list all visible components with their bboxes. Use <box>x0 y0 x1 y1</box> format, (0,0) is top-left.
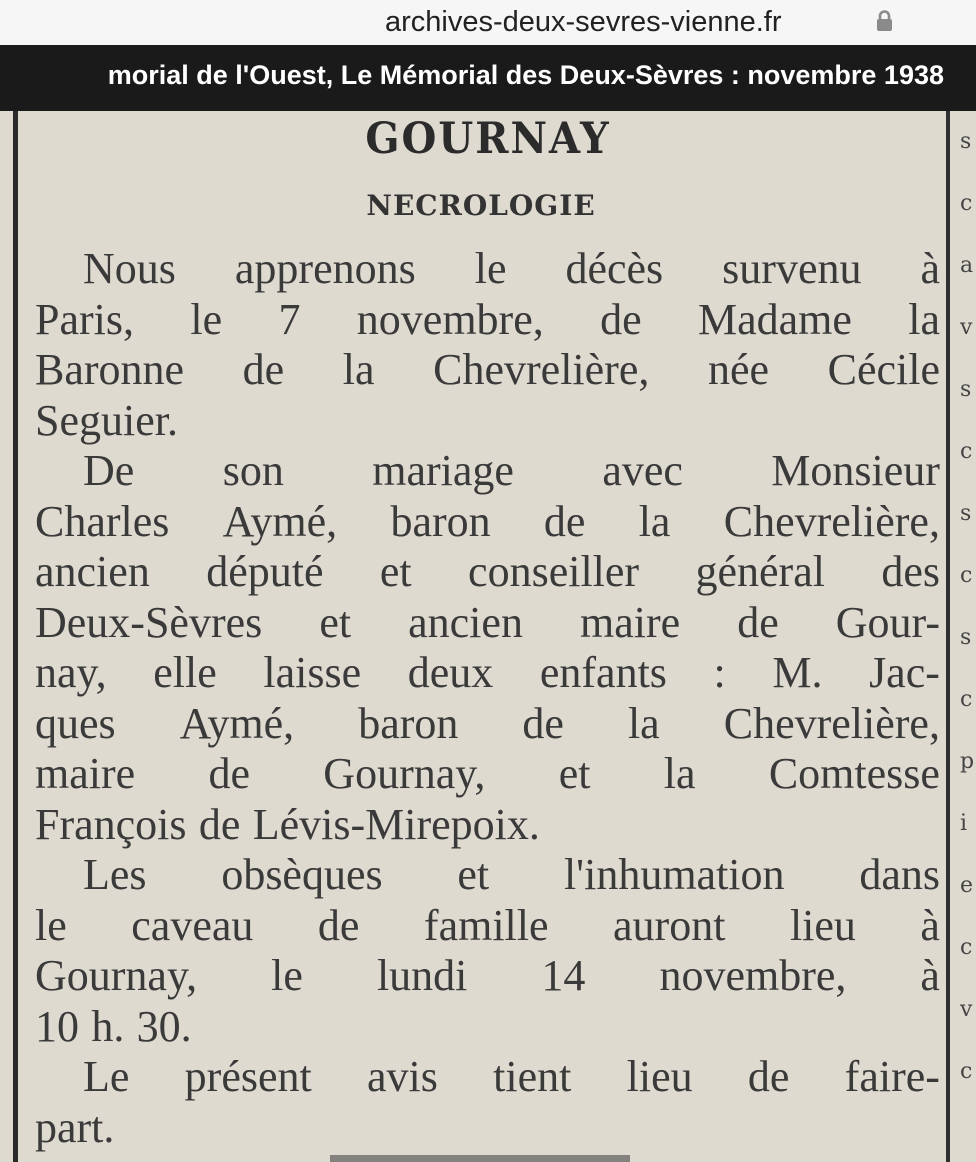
article-word: Gournay, <box>35 951 198 1000</box>
article-word: lieu <box>626 1052 693 1101</box>
article-word: la <box>663 749 696 798</box>
article-line <box>35 1103 940 1154</box>
adjacent-column-fragment: c <box>960 687 973 712</box>
article-line <box>35 850 940 901</box>
article-word: de <box>317 900 360 950</box>
article-word: conseiller <box>468 547 640 596</box>
article-line <box>35 749 940 800</box>
article-word: Gournay, <box>323 749 486 798</box>
article-line <box>35 699 940 750</box>
article-word: h. <box>91 1001 125 1051</box>
article-word: la <box>627 698 660 748</box>
article-word: Le <box>83 1052 130 1101</box>
article-word: novembre, <box>356 294 544 344</box>
article-word: de <box>208 749 250 798</box>
article-line <box>35 598 940 649</box>
adjacent-column-fragment: e <box>960 873 974 898</box>
article-word: Madame <box>697 294 852 344</box>
article-word: député <box>206 547 324 596</box>
adjacent-column-fragment: c <box>960 563 973 588</box>
article-word: : <box>713 648 726 697</box>
article-word: de <box>522 698 564 748</box>
article-word: mariage <box>372 446 514 495</box>
article-body <box>35 244 940 1153</box>
article-word: son <box>222 446 284 495</box>
article-word: Chevrelière, <box>433 345 650 394</box>
browser-address-bar[interactable] <box>0 0 976 45</box>
article-word: elle <box>153 648 217 697</box>
article-word: baron <box>390 496 491 546</box>
article-word: nay, <box>35 648 107 697</box>
article-word: ancien <box>35 547 150 596</box>
article-line <box>35 295 940 346</box>
column-rule-right <box>946 111 950 1162</box>
article-word: tient <box>493 1052 572 1101</box>
adjacent-column-fragment: v <box>960 997 973 1022</box>
article-word: Baronne <box>35 345 185 394</box>
article-word: le <box>474 244 507 293</box>
article-word: Chevrelière, <box>723 496 940 546</box>
document-title-bar <box>0 45 976 111</box>
article-line <box>35 901 940 952</box>
article-word: Aymé, <box>222 496 338 546</box>
adjacent-column-fragment: c <box>960 191 973 216</box>
adjacent-column-fragment: c <box>960 439 973 464</box>
article-word: enfants <box>539 648 667 697</box>
next-headline-fragment <box>330 1155 630 1162</box>
article-word: et <box>457 850 490 899</box>
article-word: la <box>342 345 375 394</box>
adjacent-column-fragment: s <box>960 501 972 526</box>
article-word: De <box>83 446 135 495</box>
article-word: Gour- <box>835 597 940 647</box>
article-line <box>35 951 940 1002</box>
article-word: apprenons <box>234 244 416 293</box>
article-headline: GOURNAY <box>365 113 611 164</box>
adjacent-column-fragment: p <box>960 749 975 774</box>
article-word: de <box>543 496 586 546</box>
article-word: 10 <box>35 1001 79 1051</box>
column-rule-left <box>13 111 18 1162</box>
article-word: novembre, <box>659 951 847 1000</box>
article-word: dans <box>859 850 940 899</box>
article-word: la <box>908 294 940 344</box>
article-word: Monsieur <box>771 446 940 495</box>
article-line <box>35 547 940 598</box>
article-word: maire <box>35 749 136 798</box>
article-word: obsèques <box>221 850 383 899</box>
newspaper-scan <box>0 111 976 1162</box>
article-word: auront <box>613 900 726 950</box>
article-word: 30. <box>136 1001 192 1051</box>
article-word: des <box>881 547 940 596</box>
article-word: et <box>379 547 412 596</box>
article-word: part. <box>35 1102 115 1152</box>
article-word: présent <box>184 1052 312 1101</box>
article-word: et <box>558 749 591 798</box>
article-word: avis <box>367 1052 438 1101</box>
article-word: de <box>600 294 642 344</box>
article-line <box>35 244 940 295</box>
article-line <box>35 1002 940 1053</box>
article-word: avec <box>602 446 683 495</box>
article-word: Deux-Sèvres <box>35 597 263 647</box>
article-line <box>35 345 940 396</box>
adjacent-column-fragment: i <box>960 811 968 836</box>
article-word: laisse <box>263 648 362 697</box>
article-word: faire- <box>844 1052 940 1101</box>
article-word: ancien <box>408 597 523 647</box>
article-word: le <box>35 900 67 950</box>
adjacent-column-fragment: v <box>960 315 973 340</box>
article-word: décès <box>565 244 664 293</box>
article-word: caveau <box>131 900 254 950</box>
adjacent-column-fragment: s <box>960 129 972 154</box>
article-word: à <box>920 900 940 950</box>
article-word: général <box>695 547 825 596</box>
article-word: Paris, <box>35 294 134 344</box>
url-text[interactable]: archives-deux-sevres-vienne.fr <box>385 6 782 38</box>
article-line <box>35 648 940 699</box>
article-word: François <box>35 799 187 849</box>
adjacent-column-fragment: c <box>960 1059 973 1084</box>
article-word: de <box>737 597 779 647</box>
article-word: le <box>271 951 303 1000</box>
article-word: 14 <box>541 951 586 1000</box>
article-word: à <box>920 244 940 293</box>
article-word: et <box>319 597 352 647</box>
article-word: lundi <box>376 951 468 1000</box>
article-word: Comtesse <box>768 749 940 798</box>
article-word: de <box>242 345 285 394</box>
article-word: survenu <box>722 244 862 293</box>
article-word: M. <box>772 648 823 697</box>
article-word: 7 <box>278 294 301 344</box>
article-word: Chevrelière, <box>723 698 940 748</box>
article-word: Seguier. <box>35 395 178 445</box>
article-word: de <box>747 1052 790 1101</box>
article-word: le <box>190 294 223 344</box>
article-word: Jac- <box>869 648 940 697</box>
article-word: née <box>707 345 770 394</box>
adjacent-column-fragment: s <box>960 377 972 402</box>
article-word: Nous <box>83 244 176 293</box>
article-word: famille <box>423 900 549 950</box>
article-line <box>35 497 940 548</box>
article-word: ques <box>35 698 116 748</box>
article-line <box>35 1052 940 1103</box>
article-subheading: NECROLOGIE <box>366 189 596 222</box>
article-word: baron <box>358 698 459 748</box>
document-title: morial de l'Ouest, Le Mémorial des Deux-Sèvres : novembre 1938 <box>107 60 944 90</box>
article-word: l'inhumation <box>563 850 785 899</box>
article-word: Charles <box>35 496 170 546</box>
article-word: deux <box>407 648 494 697</box>
article-word: Les <box>83 850 147 899</box>
article-word: Lévis-Mirepoix. <box>252 799 540 849</box>
article-line <box>35 446 940 497</box>
article-word: la <box>638 496 671 546</box>
article-word: Cécile <box>827 345 940 394</box>
lock-icon <box>876 10 893 32</box>
adjacent-column-fragment: c <box>960 935 973 960</box>
adjacent-column-fragment: s <box>960 625 972 650</box>
article-line <box>35 800 940 851</box>
article-word: maire <box>579 597 681 647</box>
article-word: de <box>198 799 241 849</box>
article-word: à <box>920 951 940 1000</box>
article-line <box>35 396 940 447</box>
article-word: Aymé, <box>179 698 295 748</box>
article-word: lieu <box>789 900 856 950</box>
adjacent-column-fragment: a <box>960 253 974 278</box>
